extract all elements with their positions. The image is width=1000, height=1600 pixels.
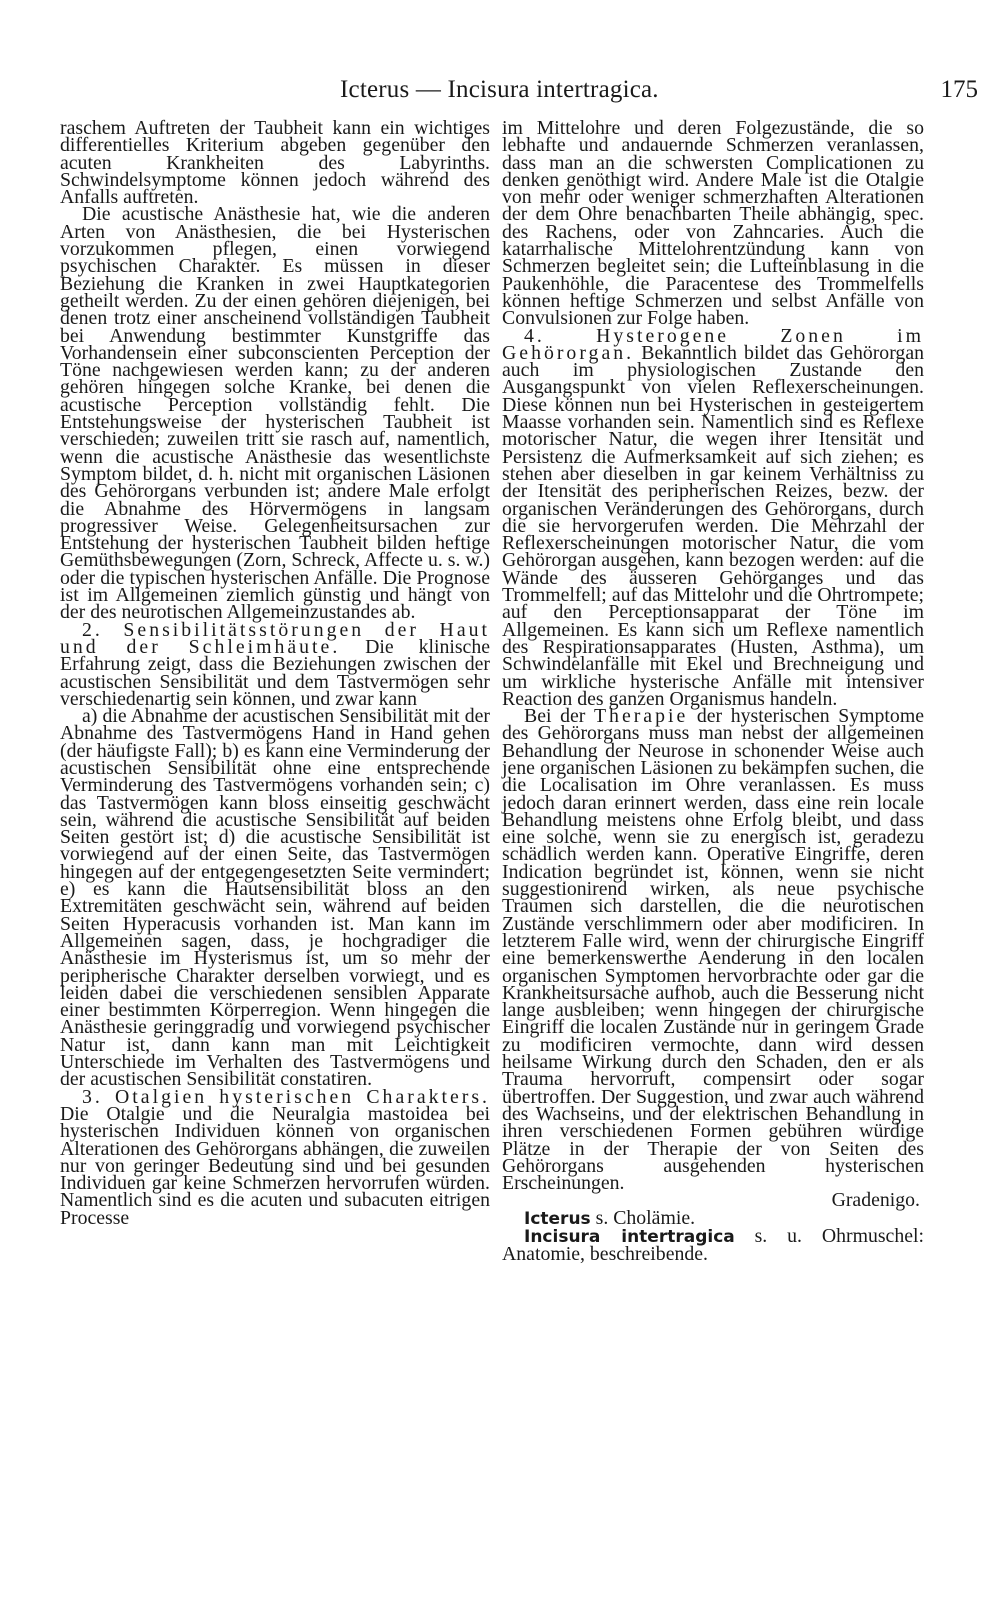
- running-title: Icterus — Incisura intertragica.: [340, 76, 659, 103]
- page-header: [340, 76, 978, 110]
- paragraph-text: Die Otalgie und die Neuralgia mastoidea bei hysterischen Individuen können von organischen Alterationen des Gehörorgans abhängen, die zuweilen nur von geringer Bedeutung sind und bei gesunden Individuen gar keine Schmerzen hervorrufen würden. Namentlich sind es die acuten und subacuten eitrigen Processe: [60, 1102, 490, 1229]
- paragraph: [502, 324, 924, 710]
- paragraph-text: Die klinische Erfahrung zeigt, dass die Beziehungen zwischen der acustischen Sensibilität und dem Tastvermögen sehr verschiedenartig sein können, und zwar kann: [60, 635, 490, 710]
- section-heading: 4. Hysterogene Zonen im Gehörorgan.: [502, 324, 924, 364]
- paragraph: raschem Auftreten der Taubheit kann ein wichtiges differentielles Kriterium abgeben gegenüber den acuten Krankheiten des Labyrinths. Schwindelsymptome können jedoch während des Anfalls auftreten.: [60, 117, 490, 209]
- section-heading: 2. Sensibilitätsstörungen der Haut und der Schleimhäute.: [60, 618, 490, 658]
- entry-term: Incisura intertragica: [524, 1227, 735, 1247]
- page-number: 175: [940, 76, 978, 103]
- paragraph: Die acustische Anästhesie hat, wie die anderen Arten von Anästhesien, die bei Hysterischen vorzukommen pflegen, einen vorwiegend psychischen Charakter. Es müssen in dieser Beziehung die Kranken in zwei Hauptkategorien getheilt werden. Zu der einen gehören diejenigen, bei denen trotz einer anscheinend vollständigen Taubheit bei Anwendung bestimmter Kunstgriffe das Vorhandensein einer subconscienten Perception der Töne nachgewiesen werden kann; zu der anderen gehören hingegen solche Kranke, bei denen die acustische Perception vollständig fehlt. Die Entstehungsweise der hysterischen Taubheit ist verschieden; zuweilen tritt sie rasch auf, namentlich, wenn die acustische Anästhesie das wesentlichste Symptom bildet, d. h. nicht mit organischen Läsionen des Gehörorgans verbunden ist; andere Male erfolgt die Abnahme des Hörvermögens in langsam progressiver Weise. Gelegenheitsursachen zur Entstehung der hysterischen Taubheit bilden heftige Gemüthsbewegungen (Zorn, Schreck, Affecte u. s. w.) oder die typischen hysterischen Anfälle. Die Prognose ist im Allgemeinen ziemlich günstig und hängt von der des neurotischen Allgemeinzustandes ab.: [60, 203, 490, 624]
- entry-term: Icterus: [524, 1208, 591, 1229]
- paragraph-text: der hysterischen Symptome des Gehörorgans muss man nebst der allgemeinen Behandlung der Neurose in schonender Weise auch jene organischen Läsionen zu bekämpfen suchen, die die Localisation im Ohre veranlassen. Es muss jedoch daran erinnert werden, dass eine rein locale Behandlung meistens ohne Erfolg bleibt, und dass eine solche, wenn sie zu energisch ist, geradezu schädlich werden kann. Operative Eingriffe, deren Indication begründet ist, können, wenn sie nicht suggestionirend wirken, als neue psychische Traumen sich darstellen, die die neurotischen Zustände verschlimmern oder aber modificiren. In letzterem Falle wird, wenn der chirurgische Eingriff eine bemerkenswerthe Aenderung in den localen organischen Symptomen hervorbrachte oder gar die Krankheitsursache aufhob, auch die Besserung nicht lange ausbleiben; wenn hingegen der chirurgische Eingriff die localen Zustände nur in geringem Grade zu modificiren vermochte, dann wird dessen heilsame Wirkung durch den Schaden, den er als Trauma hervorruft, compensirt oder sogar übertroffen. Der Suggestion, und zwar auch während des Wachseins, und der elektrischen Behandlung in ihren verschiedenen Formen gebühren würdige Plätze in der Therapie der von Seiten des Gehörorgans ausgehenden hysterischen Erscheinungen.: [502, 705, 924, 1195]
- section-heading: Therapie: [593, 705, 689, 728]
- paragraph: im Mittelohre und deren Folgezustände, die so lebhafte und andauernde Schmerzen veranlassen, dass man an die schwersten Complicationen zu denken genöthigt wird. Andere Male ist die Otalgie von mehr oder weniger schmerzhaften Alterationen der dem Ohre benachbarten Theile abhängig, spec. des Rachens, oder von Zahncaries. Auch die katarrhalische Mittelohrentzündung kann von Schmerzen begleitet sein; die Lufteinblasung in die Paukenhöhle, die Paracentese des Trommelfells können heftige Schmerzen und selbst Anfälle von Convulsionen zur Folge haben.: [502, 117, 924, 330]
- paragraph: [502, 705, 924, 1195]
- paragraph: [60, 1085, 490, 1229]
- left-column: [60, 117, 490, 1229]
- paragraph-text: Bekanntlich bildet das Gehörorgan auch im physiologischen Zustande den Ausgangspunkt von vielen Reflexerscheinungen. Diese können nun bei Hysterischen in gesteigertem Maasse vorhanden sein. Namentlich sind es Reflexe motorischer Natur, die wegen ihrer Itensität und Persistenz die Aufmerksamkeit auf sich ziehen; es stehen aber dieselben in gar keinem Verhältniss zu der Itensität des peripherischen Reizes, bezw. der organischen Veränderungen des Gehörorgans, durch die sie hervorgerufen werden. Die Mehrzahl der Reflexerscheinungen motorischer Natur, die vom Gehörorgan ausgehen, kann bezogen werden: auf die Wände des äusseren Gehörganges und das Trommelfell; auf das Mittelohr und die Ohrtrompete; auf den Perceptionsapparat der Töne im Allgemeinen. Es kann sich um Reflexe namentlich des Respirationsapparates (Husten, Asthma), um Schwindelanfälle mit Ekel und Brechneigung und um wirkliche hysterische Anfälle mit intensiver Reaction des ganzen Organismus handeln.: [502, 341, 924, 710]
- paragraph-text: Bei der: [524, 705, 594, 728]
- cross-reference-entry: [502, 1225, 924, 1266]
- paragraph: a) die Abnahme der acustischen Sensibilität mit der Abnahme des Tastvermögens Hand in Hand gehen (der häufigste Fall); b) es kann eine Verminderung der acustischen Sensibilität ohne eine entsprechende Verminderung des Tastvermögens vorhanden sein; c) das Tastvermögen kann bloss einseitig geschwächt sein, während die acustische Sensibilität auf beiden Seiten gestört ist; d) die acustische Sensibilität ist vorwiegend auf der einen Seite, das Tastvermögen hingegen auf der entgegengesetzten Seite vermindert; e) es kann die Hautsensibilität bloss an den Extremitäten geschwächt sein, während auf beiden Seiten Hyperacusis vorhanden ist. Man kann im Allgemeinen sagen, dass, je hochgradiger die Anästhesie im Hysterismus ist, um so mehr der peripherische Charakter derselben vorwiegt, und es leiden dabei die verschiedenen sensiblen Apparate einer bestimmten Körperregion. Wenn hingegen die Anästhesie geringgradig und vorwiegend psychischer Natur ist, dann kann man mit Leichtigkeit Unterschiede im Verhalten des Tastvermögens und der acustischen Sensibilität constatiren.: [60, 705, 490, 1091]
- entry-text: s. u. Ohrmuschel: Anatomie, beschreibende.: [502, 1225, 924, 1266]
- author-signature: Gradenigo.: [831, 1189, 920, 1212]
- entry-text: s. Cholämie.: [590, 1206, 696, 1229]
- section-heading: 3. Otalgien hysterischen Charakters.: [82, 1085, 490, 1108]
- paragraph: [60, 618, 490, 710]
- right-column: [502, 117, 924, 1266]
